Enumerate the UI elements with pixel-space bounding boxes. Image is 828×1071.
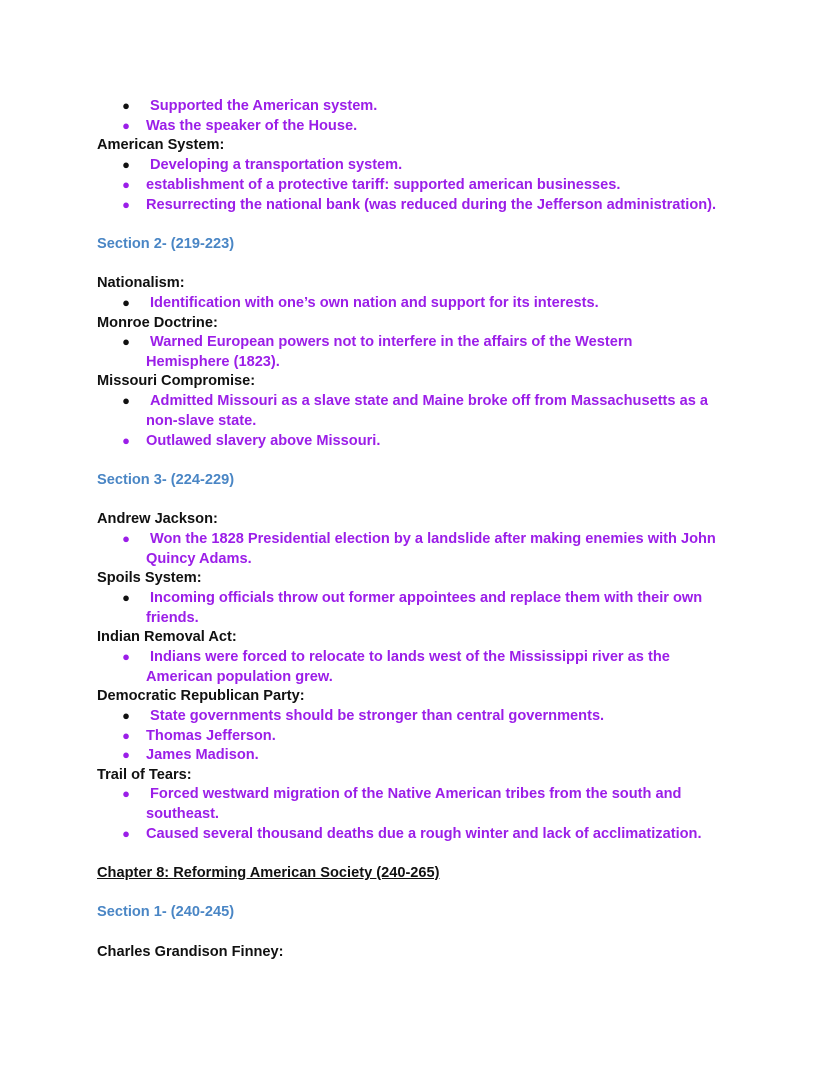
section-title: Section 3- (224-229) — [97, 472, 235, 488]
term-democratic-republican-party — [0, 686, 828, 706]
trail-bullet-1 — [0, 784, 828, 804]
bullet-text: Warned European powers not to interfere in the affairs of the Western — [150, 334, 633, 350]
dem-rep-bullet-1 — [0, 706, 828, 726]
dem-rep-bullet-2 — [0, 726, 828, 746]
bullet-text: Won the 1828 Presidential election by a landslide after making enemies with John — [150, 531, 716, 547]
bullet-icon: ● — [122, 433, 130, 448]
term-label: Charles Grandison Finney: — [97, 944, 284, 960]
american-system-bullet-3 — [0, 195, 828, 215]
bullet-icon: ● — [122, 98, 130, 113]
bullet-text: Identification with one’s own nation and support for its interests. — [150, 295, 599, 311]
section-3-heading — [0, 470, 828, 490]
term-label: Nationalism: — [97, 275, 185, 291]
missouri-bullet-1-cont — [0, 411, 828, 431]
nationalism-bullet-1 — [0, 293, 828, 313]
bullet-icon: ● — [122, 334, 130, 349]
bullet-icon: ● — [122, 295, 130, 310]
bullet-text: Developing a transportation system. — [150, 157, 403, 173]
bullet-text: Forced westward migration of the Native American tribes from the south and — [150, 786, 682, 802]
term-label: Andrew Jackson: — [97, 511, 218, 527]
chapter-8-heading — [0, 863, 828, 883]
monroe-bullet-1-cont — [0, 352, 828, 372]
american-system-bullet-1 — [0, 155, 828, 175]
bullet-text: non-slave state. — [146, 413, 257, 429]
term-label: Spoils System: — [97, 570, 202, 586]
bullet-icon: ● — [122, 118, 130, 133]
bullet-icon: ● — [122, 157, 130, 172]
clay-bullet-2 — [0, 116, 828, 136]
term-label: Missouri Compromise: — [97, 373, 256, 389]
section-2-heading — [0, 234, 828, 254]
term-american-system — [0, 135, 828, 155]
bullet-icon: ● — [122, 177, 130, 192]
indian-removal-bullet-1-cont — [0, 667, 828, 687]
jackson-bullet-1-cont — [0, 549, 828, 569]
chapter-title: Chapter 8: Reforming American Society (240-265) — [97, 865, 440, 881]
bullet-text: Admitted Missouri as a slave state and Maine broke off from Massachusetts as a — [150, 393, 708, 409]
bullet-text: Hemisphere (1823). — [146, 354, 280, 370]
bullet-text: Resurrecting the national bank (was reduced during the Jefferson administration). — [146, 197, 717, 213]
bullet-text: Supported the American system. — [150, 98, 378, 114]
missouri-bullet-2 — [0, 431, 828, 451]
term-andrew-jackson — [0, 509, 828, 529]
bullet-icon: ● — [122, 590, 130, 605]
term-spoils-system — [0, 568, 828, 588]
bullet-icon: ● — [122, 826, 130, 841]
term-label: Democratic Republican Party: — [97, 688, 305, 704]
section-title: Section 2- (219-223) — [97, 236, 235, 252]
trail-bullet-2 — [0, 824, 828, 844]
bullet-text: Was the speaker of the House. — [146, 118, 358, 134]
spoils-bullet-1-cont — [0, 608, 828, 628]
bullet-text: Thomas Jefferson. — [146, 728, 276, 744]
term-charles-grandison-finney — [0, 942, 828, 962]
bullet-icon: ● — [122, 393, 130, 408]
chapter-8-section-1-heading — [0, 902, 828, 922]
bullet-text: southeast. — [146, 806, 219, 822]
bullet-text: American population grew. — [146, 669, 333, 685]
bullet-text: James Madison. — [146, 747, 259, 763]
missouri-bullet-1 — [0, 391, 828, 411]
bullet-text: Outlawed slavery above Missouri. — [146, 433, 381, 449]
bullet-icon: ● — [122, 197, 130, 212]
indian-removal-bullet-1 — [0, 647, 828, 667]
bullet-text: Indians were forced to relocate to lands west of the Mississippi river as the — [150, 649, 670, 665]
bullet-text: Caused several thousand deaths due a rough winter and lack of acclimatization. — [146, 826, 702, 842]
dem-rep-bullet-3 — [0, 745, 828, 765]
bullet-text: establishment of a protective tariff: supported american businesses. — [146, 177, 621, 193]
bullet-text: Incoming officials throw out former appointees and replace them with their own — [150, 590, 703, 606]
term-label: Monroe Doctrine: — [97, 315, 218, 331]
bullet-icon: ● — [122, 747, 130, 762]
term-label: Trail of Tears: — [97, 767, 192, 783]
term-monroe-doctrine — [0, 313, 828, 333]
bullet-text: State governments should be stronger than central governments. — [150, 708, 605, 724]
term-missouri-compromise — [0, 371, 828, 391]
term-trail-of-tears — [0, 765, 828, 785]
bullet-text: friends. — [146, 610, 199, 626]
section-title: Section 1- (240-245) — [97, 904, 235, 920]
trail-bullet-1-cont — [0, 804, 828, 824]
term-label: American System: — [97, 137, 225, 153]
bullet-icon: ● — [122, 531, 130, 546]
term-indian-removal-act — [0, 627, 828, 647]
bullet-icon: ● — [122, 708, 130, 723]
spoils-bullet-1 — [0, 588, 828, 608]
bullet-icon: ● — [122, 786, 130, 801]
bullet-text: Quincy Adams. — [146, 551, 252, 567]
bullet-icon: ● — [122, 649, 130, 664]
monroe-bullet-1 — [0, 332, 828, 352]
jackson-bullet-1 — [0, 529, 828, 549]
term-label: Indian Removal Act: — [97, 629, 237, 645]
bullet-icon: ● — [122, 728, 130, 743]
clay-bullet-1 — [0, 96, 828, 116]
american-system-bullet-2 — [0, 175, 828, 195]
term-nationalism — [0, 273, 828, 293]
